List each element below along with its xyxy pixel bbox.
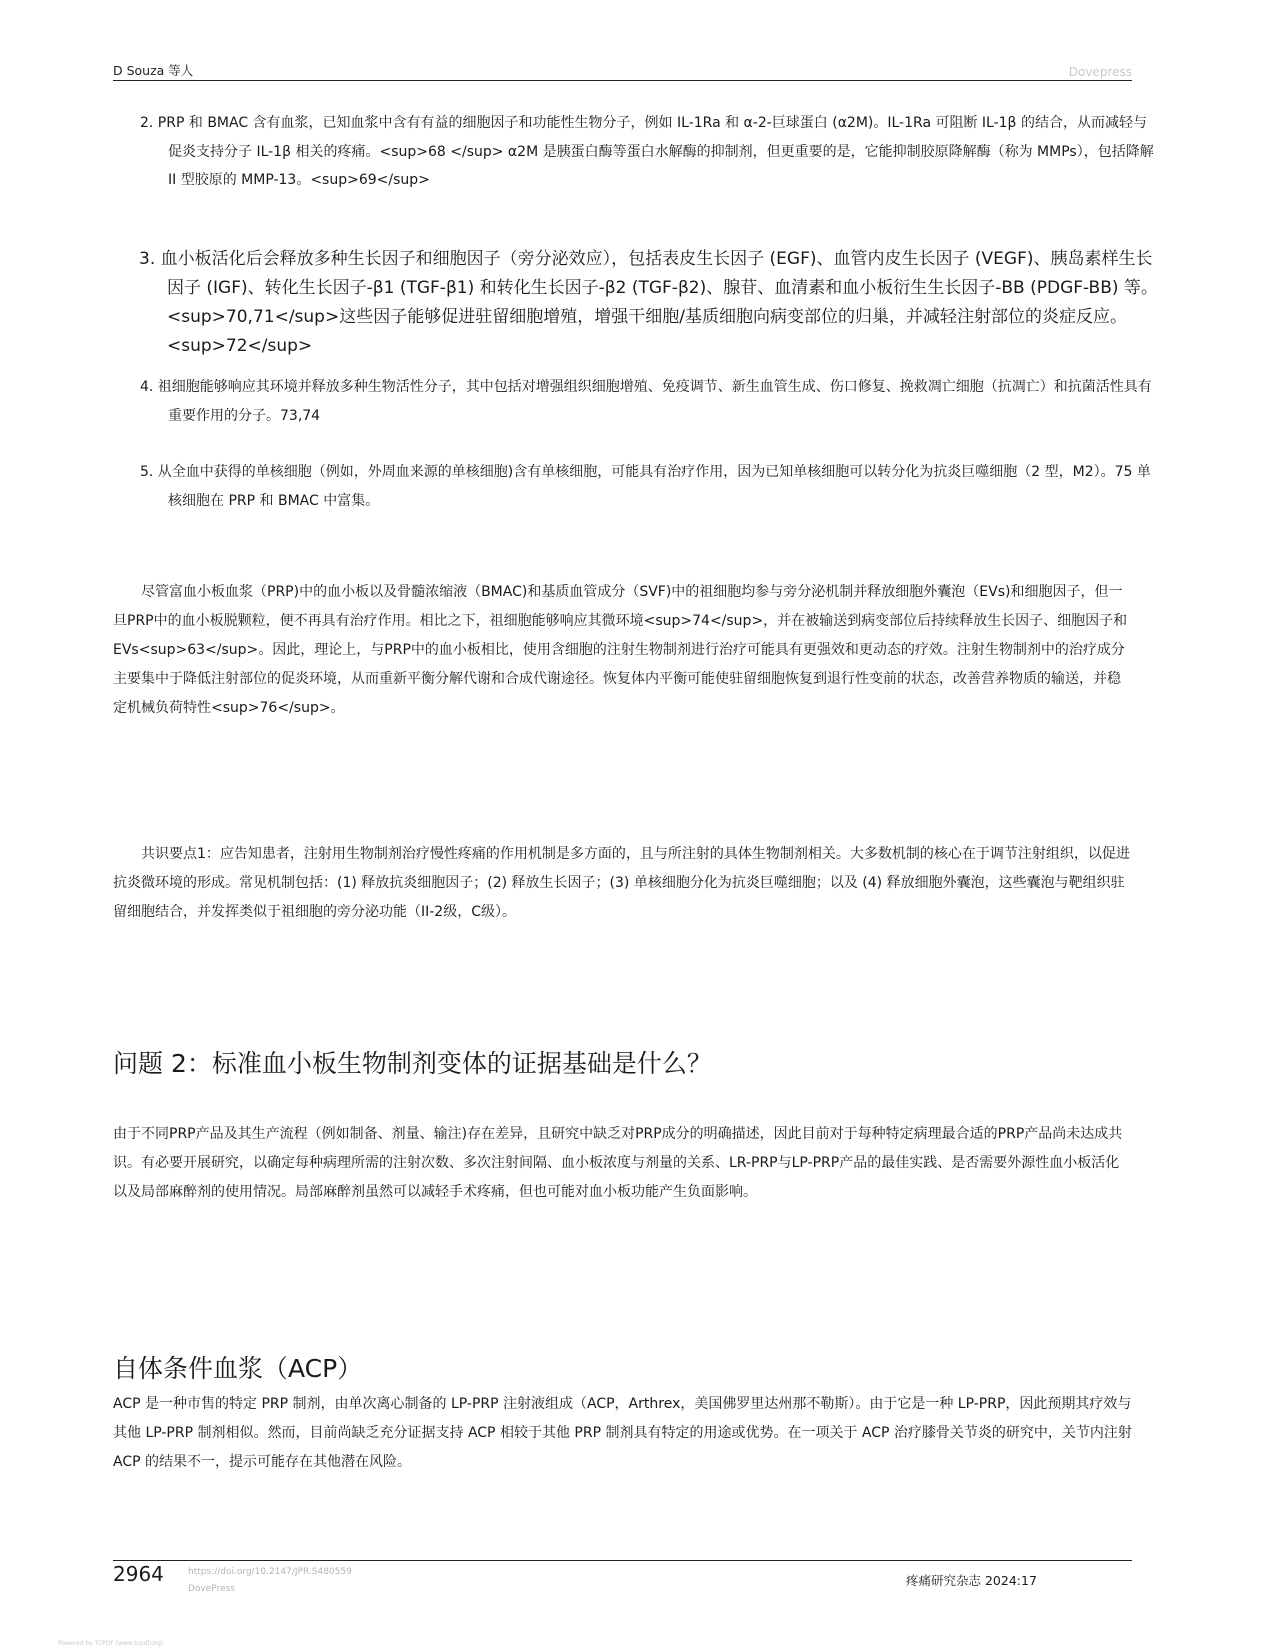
running-header-publisher: Dovepress bbox=[1068, 65, 1132, 79]
header-rule bbox=[113, 80, 1132, 81]
footer-publisher: DovePress bbox=[188, 1584, 235, 1594]
running-header-author: D Souza 等人 bbox=[113, 63, 194, 78]
list-item-2: 2. PRP 和 BMAC 含有血浆，已知血浆中含有有益的细胞因子和功能性生物分子，例如 IL-1Ra 和 α-2-巨球蛋白 (α2M)。IL-1Ra 可阻断 IL-1β 的结合，从而减轻与促炎支持分子 IL-1β 相关的疼痛。<sup>68 </sup> α2M 是胰蛋白酶等蛋白水解酶的抑制剂，但更重要的是，它能抑制胶原降解酶（称为 MMPs），包括降解 II 型胶原的 MMP-13。<sup>69</sup> bbox=[140, 115, 1154, 188]
list-item-3: 3. 血小板活化后会释放多种生长因子和细胞因子（旁分泌效应），包括表皮生长因子 (EGF)、血管内皮生长因子 (VEGF)、胰岛素样生长因子 (IGF)、转化生长因子-β1 (TGF-β1) 和转化生长因子-β2 (TGF-β2)、腺苷、血清素和血小板衍生生长因子-BB (PDGF-BB) 等。<sup>70,71</sup>这些因子能够促进驻留细胞增殖，增强干细胞/基质细胞向病变部位的归巢，并减轻注射部位的炎症反应。<sup>72</sup> bbox=[139, 249, 1158, 356]
journal-citation: 疼痛研究杂志 2024:17 bbox=[906, 1573, 1037, 1588]
page-number: 2964 bbox=[113, 1562, 164, 1586]
body-paragraph: 尽管富血小板血浆（PRP)中的血小板以及骨髓浓缩液（BMAC)和基质血管成分（SVF)中的祖细胞均参与旁分泌机制并释放细胞外囊泡（EVs)和细胞因子，但一旦PRP中的血小板脱颗粒，便不再具有治疗作用。相比之下，祖细胞能够响应其微环境<sup>74</sup>，并在被输送到病变部位后持续释放生长因子、细胞因子和EVs<sup>63</sup>。因此，理论上，与PRP中的血小板相比，使用含细胞的注射生物制剂进行治疗可能具有更强效和更动态的疗效。注射生物制剂中的治疗成分主要集中于降低注射部位的促炎环境，从而重新平衡分解代谢和合成代谢途径。恢复体内平衡可能使驻留细胞恢复到退行性变前的状态，改善营养物质的输送，并稳定机械负荷特性<sup>76</sup>。 bbox=[113, 584, 1128, 716]
list-item-4: 4. 祖细胞能够响应其环境并释放多种生物活性分子，其中包括对增强组织细胞增殖、免疫调节、新生血管生成、伤口修复、挽救凋亡细胞（抗凋亡）和抗菌活性具有重要作用的分子。73,74 bbox=[140, 379, 1152, 424]
section-heading-question-2: 问题 2：标准血小板生物制剂变体的证据基础是什么？ bbox=[113, 1049, 712, 1078]
section-heading-acp: 自体条件血浆（ACP） bbox=[113, 1354, 363, 1383]
list-item-5: 5. 从全血中获得的单核细胞（例如，外周血来源的单核细胞)含有单核细胞，可能具有治疗作用，因为已知单核细胞可以转分化为抗炎巨噬细胞（2 型，M2）。75 单核细胞在 PRP 和 BMAC 中富集。 bbox=[140, 464, 1151, 509]
pdf-stamp: Powered by TCPDF (www.tcpdf.org) bbox=[58, 1640, 164, 1647]
doi-link[interactable]: https://doi.org/10.2147/JPR.S480559 bbox=[188, 1567, 352, 1577]
consensus-paragraph: 共识要点1：应告知患者，注射用生物制剂治疗慢性疼痛的作用机制是多方面的，且与所注射的具体生物制剂相关。大多数机制的核心在于调节注射组织，以促进抗炎微环境的形成。常见机制包括：(1) 释放抗炎细胞因子；(2) 释放生长因子；(3) 单核细胞分化为抗炎巨噬细胞；以及 (4) 释放细胞外囊泡，这些囊泡与靶组织驻留细胞结合，并发挥类似于祖细胞的旁分泌功能（II-2级，C级）。 bbox=[113, 846, 1130, 920]
body-paragraph: 由于不同PRP产品及其生产流程（例如制备、剂量、输注)存在差异，且研究中缺乏对PRP成分的明确描述，因此目前对于每种特定病理最合适的PRP产品尚未达成共识。有必要开展研究，以确定每种病理所需的注射次数、多次注射间隔、血小板浓度与剂量的关系、LR-PRP与LP-PRP产品的最佳实践、是否需要外源性血小板活化以及局部麻醉剂的使用情况。局部麻醉剂虽然可以减轻手术疼痛，但也可能对血小板功能产生负面影响。 bbox=[113, 1126, 1123, 1200]
body-paragraph: ACP 是一种市售的特定 PRP 制剂，由单次离心制备的 LP-PRP 注射液组成（ACP，Arthrex，美国佛罗里达州那不勒斯）。由于它是一种 LP-PRP，因此预期其疗效与其他 LP-PRP 制剂相似。然而，目前尚缺乏充分证据支持 ACP 相较于其他 PRP 制剂具有特定的用途或优势。在一项关于 ACP 治疗膝骨关节炎的研究中，关节内注射 ACP 的结果不一，提示可能存在其他潜在风险。 bbox=[113, 1396, 1132, 1470]
footer-rule bbox=[113, 1560, 1132, 1561]
